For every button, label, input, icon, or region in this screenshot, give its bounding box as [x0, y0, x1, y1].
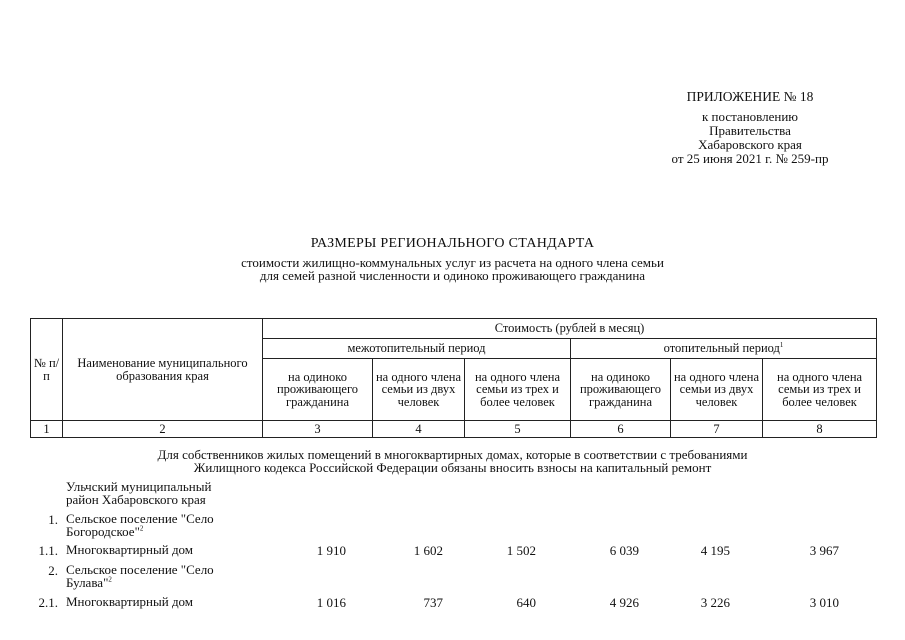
row-name: Многоквартирный дом: [66, 594, 194, 609]
list-item: [0, 562, 905, 590]
table-row: [0, 595, 905, 611]
col-index: 7: [671, 421, 763, 438]
value-cell: 1 602: [413, 543, 443, 558]
row-index: 2.1.: [38, 595, 58, 610]
row-name-line-1: Сельское поселение "Село: [66, 511, 214, 526]
row-name: [66, 512, 214, 538]
value-cell: 1 502: [506, 543, 536, 558]
col-index: 6: [571, 421, 671, 438]
row-index: 1.1.: [38, 543, 58, 558]
sub-single-header-2: на одиноко проживающего гражданина: [571, 359, 671, 421]
sub-two-header-2: на одного члена семьи из двух человек: [671, 359, 763, 421]
subtitle-line-1: стоимости жилищно-коммунальных услуг из расчета на одного члена семьи: [241, 255, 664, 270]
subtitle-line-2: для семей разной численности и одиноко проживающего гражданина: [259, 268, 646, 283]
district-name: [66, 480, 211, 506]
sub-three-header-2: на одного члена семьи из трех и более человек: [763, 359, 877, 421]
col-number-header: № п/п: [31, 319, 63, 421]
district-line-2: район Хабаровского края: [66, 492, 206, 507]
footnote-mark: 2: [108, 575, 112, 584]
value-cell: 1 016: [316, 595, 346, 610]
row-index: 1.: [48, 512, 58, 527]
decree-date: от 25 июня 2021 г. № 259-пр: [671, 151, 829, 166]
row-name-line-2: [66, 525, 214, 538]
row-name: Многоквартирный дом: [66, 542, 194, 557]
value-cell: 6 039: [609, 543, 639, 558]
row-index: 2.: [48, 563, 58, 578]
col-index: 3: [263, 421, 373, 438]
standard-table-header: [30, 318, 877, 438]
value-cell: 3 967: [809, 543, 839, 558]
decree-line-2: Правительства: [709, 123, 791, 138]
row-name-line-1: Сельское поселение "Село: [66, 562, 214, 577]
cost-group-header: Стоимость (рублей в месяц): [263, 319, 877, 339]
sub-two-header: на одного члена семьи из двух человек: [373, 359, 465, 421]
col-index: 4: [373, 421, 465, 438]
list-item: [0, 511, 905, 539]
col-index: 8: [763, 421, 877, 438]
row-name-line-2: [66, 576, 214, 589]
sub-single-header: на одиноко проживающего гражданина: [263, 359, 373, 421]
district-line-1: Ульчский муниципальный: [66, 479, 212, 494]
col-name-header: Наименование муниципального образования края: [63, 319, 263, 421]
appendix-number: ПРИЛОЖЕНИЕ № 18: [686, 89, 814, 104]
value-cell: 640: [516, 595, 536, 610]
value-cell: 3 010: [809, 595, 839, 610]
value-cell: 3 226: [700, 595, 730, 610]
col-index: 2: [63, 421, 263, 438]
decree-line-3: Хабаровского края: [698, 137, 802, 152]
row-name: [66, 563, 214, 589]
appendix-header: [630, 90, 870, 166]
section-heading: [0, 448, 905, 474]
value-cell: 1 910: [316, 543, 346, 558]
page-subtitle: [0, 256, 905, 282]
row-name-text: Богородское": [66, 524, 140, 539]
section-line-2: Жилищного кодекса Российской Федерации обязаны вносить взносы на капитальный ремонт: [193, 460, 712, 475]
inter-heating-period-header: межотопительный период: [263, 339, 571, 359]
value-cell: 4 926: [609, 595, 639, 610]
footnote-mark: 1: [779, 341, 784, 350]
sub-three-header: на одного члена семьи из трех и более человек: [465, 359, 571, 421]
table-row: [0, 543, 905, 559]
section-line-1: Для собственников жилых помещений в многоквартирных домах, которые в соответствии с требованиями: [157, 447, 748, 462]
value-cell: 4 195: [700, 543, 730, 558]
row-name-text: Булава": [66, 575, 109, 590]
decree-line-1: к постановлению: [701, 109, 799, 124]
footnote-mark: 2: [139, 524, 144, 533]
value-cell: 737: [423, 595, 443, 610]
heating-period-header: [571, 339, 877, 359]
col-index: 1: [31, 421, 63, 438]
page-title: РАЗМЕРЫ РЕГИОНАЛЬНОГО СТАНДАРТА: [310, 236, 595, 251]
heating-period-label: отопительный период: [663, 341, 780, 356]
col-index: 5: [465, 421, 571, 438]
